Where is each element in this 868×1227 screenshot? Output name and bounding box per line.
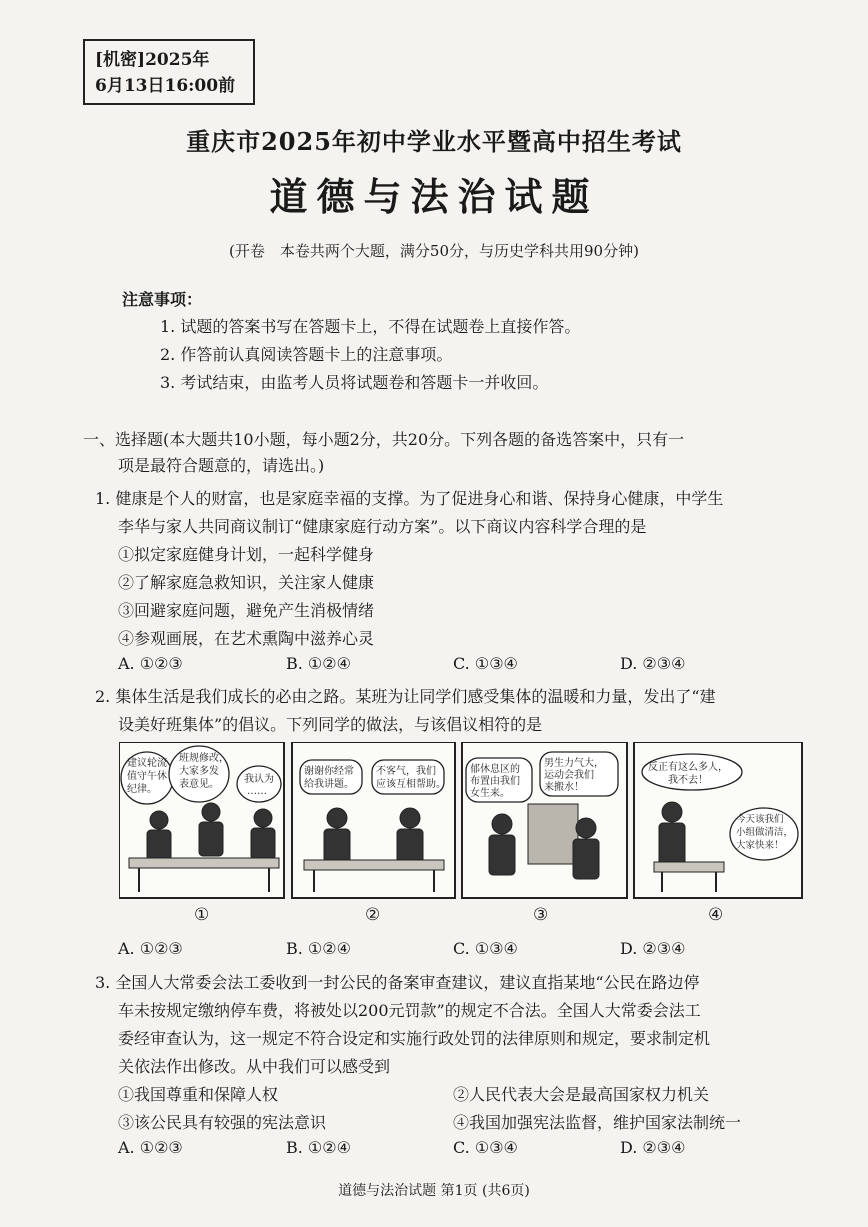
option-statement: ③该公民具有较强的宪法意识: [118, 1113, 327, 1132]
option-statement: ③回避家庭问题，避免产生消极情绪: [118, 601, 375, 620]
speech-text: 表意见。: [179, 779, 219, 790]
section-heading: 一、选择题(本大题共10小题，每小题2分，共20分。下列各题的备选答案中，只有一: [83, 430, 685, 449]
comic-panel-1: [119, 742, 284, 898]
note-item: 2. 作答前认真阅读答题卡上的注意事项。: [160, 345, 453, 364]
speech-text: 今天该我们: [736, 814, 784, 825]
choice-c: C. ①③④: [453, 939, 518, 958]
question-1-stem: 1. 健康是个人的财富，也是家庭幸福的支撑。为了促进身心和谐、保持身心健康，中学生: [95, 489, 724, 508]
question-3-stem: 3. 全国人大常委会法工委收到一封公民的备案审查建议，建议直指某地“公民在路边停: [95, 973, 700, 992]
speech-text: 男生力气大，: [544, 758, 604, 769]
speech-text: 大家快来！: [736, 840, 784, 851]
speech-text: 我不去！: [668, 775, 708, 786]
comic-panel-4: [634, 742, 802, 898]
choice-c: C. ①③④: [453, 654, 518, 673]
choice-b: B. ①②④: [286, 1138, 351, 1157]
option-statement: ②了解家庭急救知识，关注家人健康: [118, 573, 375, 592]
question-1-stem-cont: 李华与家人共同商议制订“健康家庭行动方案”。以下商议内容科学合理的是: [118, 517, 647, 536]
speech-text: ……: [247, 786, 267, 797]
speech-text: 小组做清洁，: [736, 827, 794, 838]
panel-label: ④: [708, 905, 724, 925]
choice-a: A. ①②③: [118, 1138, 183, 1157]
comic-panel-2: [292, 742, 455, 898]
section-heading-cont: 项是最符合题意的，请选出。): [118, 456, 325, 475]
speech-text: 女生来。: [470, 788, 510, 799]
choice-c: C. ①③④: [453, 1138, 518, 1157]
option-statement: ①我国尊重和保障人权: [118, 1085, 279, 1104]
speech-text: 班规修改，: [179, 753, 229, 764]
speech-text: 郁休息区的: [470, 764, 520, 775]
note-item: 1. 试题的答案书写在答题卡上，不得在试题卷上直接作答。: [160, 317, 581, 336]
subject-title: 道德与法治试题: [269, 174, 599, 219]
note-item: 3. 考试结束，由监考人员将试题卷和答题卡一并收回。: [160, 373, 549, 392]
stamp-line-1: [机密]2025年: [95, 50, 210, 70]
option-statement: ①拟定家庭健身计划，一起科学健身: [118, 545, 375, 564]
speech-text: 布置由我们: [470, 776, 520, 787]
comic-strip: [119, 742, 803, 902]
speech-text: 不客气，我们: [376, 766, 436, 777]
speech-text: 运动会我们: [544, 770, 594, 781]
speech-text: 来搬水！: [544, 782, 584, 793]
question-3-stem-cont: 委经审查认为，这一规定不符合设定和实施行政处罚的法律原则和规定，要求制定机: [118, 1029, 711, 1048]
comic-panel-3: [462, 742, 627, 898]
choice-b: B. ①②④: [286, 654, 351, 673]
question-3-stem-cont: 关依法作出修改。从中我们可以感受到: [118, 1057, 391, 1076]
choice-b: B. ①②④: [286, 939, 351, 958]
question-3-stem-cont: 车未按规定缴纳停车费，将被处以200元罚款”的规定不合法。全国人大常委会法工: [118, 1001, 701, 1020]
speech-text: 我认为: [244, 774, 274, 785]
speech-text: 值守午休: [127, 771, 167, 782]
option-statement: ④我国加强宪法监督，维护国家法制统一: [453, 1113, 742, 1132]
page-footer: 道德与法治试题 第1页 (共6页): [338, 1183, 530, 1199]
speech-text: 应该互相帮助。: [376, 779, 446, 790]
speech-text: 建议轮流: [127, 758, 167, 769]
exam-info: (开卷 本卷共两个大题，满分50分，与历史学科共用90分钟): [229, 242, 639, 260]
panel-label: ②: [365, 905, 381, 925]
panel-label: ①: [194, 905, 210, 925]
speech-text: 给我讲题。: [304, 779, 354, 790]
exam-title: 重庆市2025年初中学业水平暨高中招生考试: [186, 127, 682, 156]
question-2-stem: 2. 集体生活是我们成长的必由之路。某班为让同学们感受集体的温暖和力量，发出了“建: [95, 687, 716, 706]
speech-text: 纪律。: [127, 784, 157, 795]
notes-heading: 注意事项：: [122, 290, 203, 309]
speech-text: 大家多发: [179, 766, 219, 777]
option-statement: ②人民代表大会是最高国家权力机关: [453, 1085, 710, 1104]
stamp-line-2: 6月13日16:00前: [95, 76, 236, 96]
confidential-stamp: [83, 39, 255, 105]
question-2-stem-cont: 设美好班集体”的倡议。下列同学的做法，与该倡议相符的是: [118, 715, 543, 734]
panel-label: ③: [533, 905, 549, 925]
speech-text: 反正有这么多人，: [648, 762, 728, 773]
choice-a: A. ①②③: [118, 939, 183, 958]
choice-a: A. ①②③: [118, 654, 183, 673]
choice-d: D. ②③④: [620, 654, 686, 673]
choice-d: D. ②③④: [620, 1138, 686, 1157]
option-statement: ④参观画展，在艺术熏陶中滋养心灵: [118, 629, 375, 648]
choice-d: D. ②③④: [620, 939, 686, 958]
speech-text: 谢谢你经常: [304, 766, 354, 777]
